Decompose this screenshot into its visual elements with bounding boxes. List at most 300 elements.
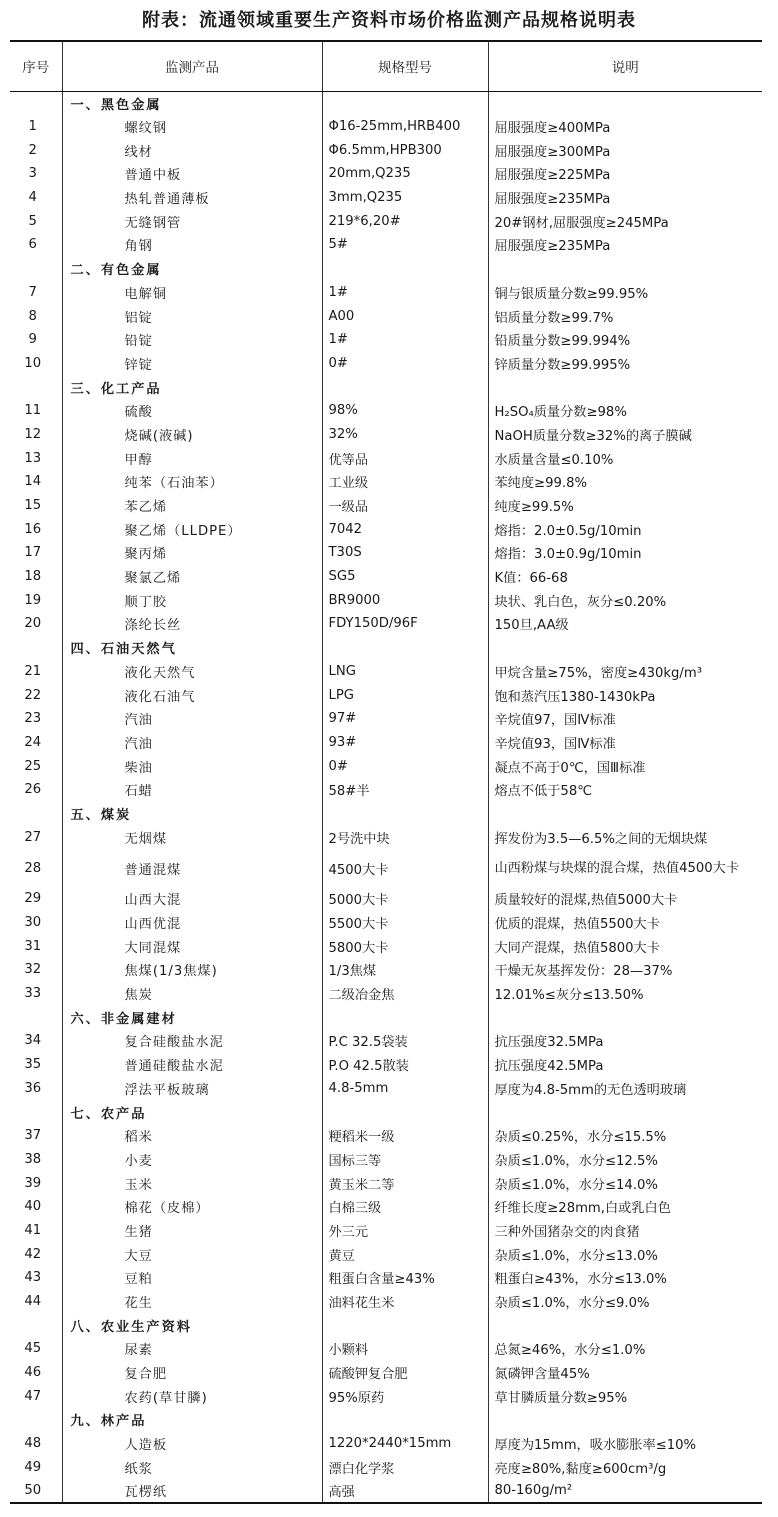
product-name: 苯乙烯: [62, 494, 322, 518]
category-name: 三、化工产品: [62, 375, 322, 399]
product-name: 聚乙烯（LLDPE）: [62, 517, 322, 541]
category-empty-cell: [322, 1313, 488, 1337]
product-name: 大同混煤: [62, 934, 322, 958]
row-number: 14: [24, 474, 42, 490]
row-number: 9: [28, 332, 37, 348]
product-name: 无缝钢管: [62, 209, 322, 233]
product-description: NaOH质量分数≥32%的离子膜碱: [488, 423, 762, 447]
table-row: [10, 1029, 762, 1053]
product-description: 杂质≤1.0%，水分≤14.0%: [488, 1171, 762, 1195]
row-number: 35: [24, 1057, 42, 1073]
row-number: 12: [24, 426, 42, 442]
product-name: 角钢: [62, 233, 322, 257]
product-name: 浮法平板玻璃: [62, 1077, 322, 1101]
category-empty-cell: [10, 636, 62, 660]
product-name: 甲醇: [62, 446, 322, 470]
category-empty-cell: [10, 802, 62, 826]
row-number: 2: [28, 142, 37, 158]
product-spec: A00: [322, 304, 488, 328]
product-name: 无烟煤: [62, 825, 322, 849]
product-name: 焦煤(1/3焦煤): [62, 958, 322, 982]
row-number: 43: [24, 1270, 42, 1286]
product-description: 80-160g/m²: [488, 1479, 762, 1503]
table-row: [10, 446, 762, 470]
product-description: 质量较好的混煤,热值5000大卡: [488, 887, 762, 911]
category-row: [10, 1005, 762, 1029]
row-number: 33: [24, 986, 42, 1002]
row-number: 50: [10, 1479, 62, 1503]
product-name: 花生: [62, 1290, 322, 1314]
category-name: 一、黑色金属: [62, 91, 322, 115]
product-description: K值：66-68: [488, 565, 762, 589]
product-name: 纸浆: [62, 1456, 322, 1480]
product-name: 石蜡: [62, 778, 322, 802]
row-number: 10: [24, 355, 42, 371]
table-row: [10, 612, 762, 636]
product-spec: 7042: [322, 517, 488, 541]
table-row: [10, 754, 762, 778]
category-empty-cell: [10, 1100, 62, 1124]
product-name: 涤纶长丝: [62, 612, 322, 636]
row-number: 18: [24, 569, 42, 585]
category-row: [10, 375, 762, 399]
category-row: [10, 91, 762, 115]
table-row: [10, 541, 762, 565]
row-number: 23: [24, 711, 42, 727]
table-row: [10, 1148, 762, 1172]
category-name: 五、煤炭: [62, 802, 322, 826]
row-number: 28: [24, 860, 42, 876]
header-product: 监测产品: [62, 41, 322, 91]
product-name: 普通硅酸盐水泥: [62, 1053, 322, 1077]
row-number: 45: [24, 1341, 42, 1357]
product-description: 苯纯度≥99.8%: [488, 470, 762, 494]
row-number: 22: [24, 687, 42, 703]
product-name: 液化石油气: [62, 683, 322, 707]
product-name: 小麦: [62, 1148, 322, 1172]
product-description: 屈服强度≥300MPa: [488, 138, 762, 162]
category-name: 二、有色金属: [62, 257, 322, 281]
product-spec: 5500大卡: [322, 911, 488, 935]
product-description: 杂质≤0.25%，水分≤15.5%: [488, 1124, 762, 1148]
category-empty-cell: [488, 375, 762, 399]
product-spec: 二级冶金焦: [322, 982, 488, 1006]
category-name: 六、非金属建材: [62, 1005, 322, 1029]
row-number: 38: [24, 1151, 42, 1167]
product-name: 瓦楞纸: [62, 1479, 322, 1503]
table-row: [10, 1171, 762, 1195]
product-spec: 粳稻米一级: [322, 1124, 488, 1148]
category-empty-cell: [10, 375, 62, 399]
row-number: 16: [24, 521, 42, 537]
category-row: [10, 257, 762, 281]
product-name: 线材: [62, 138, 322, 162]
table-row: [10, 887, 762, 911]
table-row: [10, 1384, 762, 1408]
category-empty-cell: [488, 1313, 762, 1337]
product-description: 甲烷含量≥75%，密度≥430kg/m³: [488, 660, 762, 684]
row-number: 15: [24, 498, 42, 514]
table-row: [10, 399, 762, 423]
product-name: 电解铜: [62, 281, 322, 305]
product-name: 汽油: [62, 707, 322, 731]
product-spec: T30S: [322, 541, 488, 565]
category-empty-cell: [322, 1005, 488, 1029]
product-description: 锌质量分数≥99.995%: [488, 352, 762, 376]
category-name: 四、石油天然气: [62, 636, 322, 660]
product-spec: 1/3焦煤: [322, 958, 488, 982]
category-empty-cell: [10, 91, 62, 115]
table-row: [10, 1479, 762, 1503]
product-name: 螺纹钢: [62, 115, 322, 139]
category-empty-cell: [10, 1408, 62, 1432]
product-description: 20#钢材,屈服强度≥245MPa: [488, 209, 762, 233]
category-empty-cell: [322, 636, 488, 660]
product-name: 顺丁胶: [62, 588, 322, 612]
category-empty-cell: [322, 802, 488, 826]
table-row: [10, 1290, 762, 1314]
product-name: 聚氯乙烯: [62, 565, 322, 589]
product-name: 豆粕: [62, 1266, 322, 1290]
product-description: H₂SO₄质量分数≥98%: [488, 399, 762, 423]
product-spec: SG5: [322, 565, 488, 589]
product-spec: 0#: [322, 754, 488, 778]
row-number: 39: [24, 1175, 42, 1191]
product-name: 汽油: [62, 731, 322, 755]
table-row: [10, 1456, 762, 1480]
row-number: 11: [24, 403, 42, 419]
product-description: 草甘膦质量分数≥95%: [488, 1384, 762, 1408]
row-number: 34: [24, 1033, 42, 1049]
product-name: 复合肥: [62, 1361, 322, 1385]
product-spec: Φ6.5mm,HPB300: [322, 138, 488, 162]
category-empty-cell: [322, 375, 488, 399]
product-spec: 5#: [322, 233, 488, 257]
product-spec: 1#: [322, 328, 488, 352]
product-name: 山西大混: [62, 887, 322, 911]
product-name: 人造板: [62, 1432, 322, 1456]
product-spec: 油料花生米: [322, 1290, 488, 1314]
product-spec: 黄豆: [322, 1242, 488, 1266]
product-name: 大豆: [62, 1242, 322, 1266]
table-row: [10, 911, 762, 935]
product-description: 水质量含量≤0.10%: [488, 446, 762, 470]
product-description: 纯度≥99.5%: [488, 494, 762, 518]
product-name: 稻米: [62, 1124, 322, 1148]
product-description: 12.01%≤灰分≤13.50%: [488, 982, 762, 1006]
row-number: 3: [28, 166, 37, 182]
product-spec: FDY150D/96F: [322, 612, 488, 636]
row-number: 1: [28, 119, 37, 135]
product-description: 总氮≥46%，水分≤1.0%: [488, 1337, 762, 1361]
product-spec: 2号洗中块: [322, 825, 488, 849]
product-description: 辛烷值93，国Ⅳ标准: [488, 731, 762, 755]
product-description: 屈服强度≥225MPa: [488, 162, 762, 186]
product-spec: 漂白化学浆: [322, 1456, 488, 1480]
category-empty-cell: [322, 1408, 488, 1432]
header-serial: 序号: [10, 41, 62, 91]
product-spec: 4.8-5mm: [322, 1077, 488, 1101]
category-empty-cell: [488, 1100, 762, 1124]
table-row: [10, 825, 762, 849]
row-number: 8: [28, 308, 37, 324]
product-description: 杂质≤1.0%，水分≤9.0%: [488, 1290, 762, 1314]
product-spec: 5800大卡: [322, 934, 488, 958]
row-number: 49: [24, 1459, 42, 1475]
category-empty-cell: [488, 257, 762, 281]
table-row: [10, 162, 762, 186]
table-row: [10, 1361, 762, 1385]
table-row: [10, 707, 762, 731]
product-name: 铝锭: [62, 304, 322, 328]
category-empty-cell: [322, 1100, 488, 1124]
product-description: 优质的混煤，热值5500大卡: [488, 911, 762, 935]
table-row: [10, 281, 762, 305]
product-name: 热轧普通薄板: [62, 186, 322, 210]
product-spec: 219*6,20#: [322, 209, 488, 233]
row-number: 42: [24, 1246, 42, 1262]
product-name: 普通混煤: [62, 849, 322, 887]
table-row: [10, 588, 762, 612]
table-row: [10, 186, 762, 210]
table-row: [10, 494, 762, 518]
category-row: [10, 636, 762, 660]
product-description: 亮度≥80%,黏度≥600cm³/g: [488, 1456, 762, 1480]
category-row: [10, 1408, 762, 1432]
product-description: 熔指：2.0±0.5g/10min: [488, 517, 762, 541]
product-name: 硫酸: [62, 399, 322, 423]
category-empty-cell: [10, 1005, 62, 1029]
product-description: 凝点不高于0℃，国Ⅲ标准: [488, 754, 762, 778]
product-name: 锌锭: [62, 352, 322, 376]
table-row: [10, 1242, 762, 1266]
product-spec: 20mm,Q235: [322, 162, 488, 186]
table-row: [10, 423, 762, 447]
table-row: [10, 1432, 762, 1456]
product-description: 熔指：3.0±0.9g/10min: [488, 541, 762, 565]
row-number: 30: [24, 915, 42, 931]
product-description: 大同产混煤，热值5800大卡: [488, 934, 762, 958]
row-number: 24: [24, 734, 42, 750]
row-number: 26: [24, 782, 42, 798]
product-name: 烧碱(液碱): [62, 423, 322, 447]
row-number: 20: [24, 616, 42, 632]
product-spec: 5000大卡: [322, 887, 488, 911]
category-row: [10, 1313, 762, 1337]
table-row: [10, 328, 762, 352]
row-number: 46: [24, 1365, 42, 1381]
product-spec: P.O 42.5散装: [322, 1053, 488, 1077]
product-spec: 外三元: [322, 1219, 488, 1243]
category-empty-cell: [10, 1313, 62, 1337]
product-spec: 优等品: [322, 446, 488, 470]
row-number: 21: [24, 663, 42, 679]
table-row: [10, 209, 762, 233]
row-number: 19: [24, 592, 42, 608]
table-row: [10, 982, 762, 1006]
row-number: 17: [24, 545, 42, 561]
row-number: 4: [28, 190, 37, 206]
table-row: [10, 683, 762, 707]
product-spec: 工业级: [322, 470, 488, 494]
row-number: 13: [24, 450, 42, 466]
product-description: 屈服强度≥235MPa: [488, 186, 762, 210]
product-spec: BR9000: [322, 588, 488, 612]
product-spec: 1220*2440*15mm: [322, 1432, 488, 1456]
product-spec: LNG: [322, 660, 488, 684]
product-description: 杂质≤1.0%，水分≤13.0%: [488, 1242, 762, 1266]
product-description: 铜与银质量分数≥99.95%: [488, 281, 762, 305]
product-spec: 58#半: [322, 778, 488, 802]
table-row: [10, 115, 762, 139]
category-empty-cell: [322, 257, 488, 281]
product-spec: 93#: [322, 731, 488, 755]
product-description: 三种外国猪杂交的肉食猪: [488, 1219, 762, 1243]
table-row: [10, 1124, 762, 1148]
product-spec: 黄玉米二等: [322, 1171, 488, 1195]
product-spec: 0#: [322, 352, 488, 376]
product-name: 农药(草甘膦): [62, 1384, 322, 1408]
product-description: 饱和蒸汽压1380-1430kPa: [488, 683, 762, 707]
table-header-row: [10, 41, 762, 91]
row-number: 5: [28, 213, 37, 229]
document-title: 附表：流通领域重要生产资料市场价格监测产品规格说明表: [142, 10, 636, 31]
product-spec: 国标三等: [322, 1148, 488, 1172]
product-name: 焦炭: [62, 982, 322, 1006]
row-number: 32: [24, 962, 42, 978]
spec-table: [10, 40, 762, 1504]
product-spec: 高强: [322, 1479, 488, 1503]
table-row: [10, 778, 762, 802]
row-number: 48: [24, 1436, 42, 1452]
product-spec: 3mm,Q235: [322, 186, 488, 210]
table-row: [10, 470, 762, 494]
product-name: 生猪: [62, 1219, 322, 1243]
product-spec: 一级品: [322, 494, 488, 518]
table-row: [10, 1195, 762, 1219]
row-number: 6: [28, 237, 37, 253]
product-name: 玉米: [62, 1171, 322, 1195]
product-description: 熔点不低于58℃: [488, 778, 762, 802]
table-row: [10, 1266, 762, 1290]
table-row: [10, 233, 762, 257]
product-description: 厚度为4.8-5mm的无色透明玻璃: [488, 1077, 762, 1101]
product-description: 抗压强度42.5MPa: [488, 1053, 762, 1077]
product-spec: 32%: [322, 423, 488, 447]
table-row: [10, 731, 762, 755]
product-name: 聚丙烯: [62, 541, 322, 565]
table-row: [10, 934, 762, 958]
table-row: [10, 958, 762, 982]
product-name: 复合硅酸盐水泥: [62, 1029, 322, 1053]
table-row: [10, 517, 762, 541]
product-description: 纤维长度≥28mm,白或乳白色: [488, 1195, 762, 1219]
product-spec: 白棉三级: [322, 1195, 488, 1219]
product-description: 山西粉煤与块煤的混合煤，热值4500大卡: [488, 849, 762, 887]
table-row: [10, 304, 762, 328]
category-empty-cell: [488, 91, 762, 115]
row-number: 44: [24, 1294, 42, 1310]
product-description: 块状、乳白色，灰分≤0.20%: [488, 588, 762, 612]
product-name: 棉花（皮棉）: [62, 1195, 322, 1219]
row-number: 7: [28, 284, 37, 300]
row-number: 25: [24, 758, 42, 774]
product-spec: 1#: [322, 281, 488, 305]
table-row: [10, 352, 762, 376]
table-body: [10, 91, 762, 1503]
row-number: 40: [24, 1199, 42, 1215]
row-number: 31: [24, 938, 42, 954]
product-description: 铝质量分数≥99.7%: [488, 304, 762, 328]
row-number: 29: [24, 891, 42, 907]
category-name: 九、林产品: [62, 1408, 322, 1432]
table-row: [10, 1219, 762, 1243]
product-description: 屈服强度≥235MPa: [488, 233, 762, 257]
row-number: 27: [24, 829, 42, 845]
product-spec: 4500大卡: [322, 849, 488, 887]
product-spec: LPG: [322, 683, 488, 707]
category-empty-cell: [488, 802, 762, 826]
header-description: 说明: [488, 41, 762, 91]
product-description: 厚度为15mm，吸水膨胀率≤10%: [488, 1432, 762, 1456]
product-description: 抗压强度32.5MPa: [488, 1029, 762, 1053]
product-description: 粗蛋白≥43%，水分≤13.0%: [488, 1266, 762, 1290]
product-description: 挥发份为3.5—6.5%之间的无烟块煤: [488, 825, 762, 849]
category-empty-cell: [488, 1005, 762, 1029]
product-description: 干燥无灰基挥发份：28—37%: [488, 958, 762, 982]
product-name: 普通中板: [62, 162, 322, 186]
product-spec: 硫酸钾复合肥: [322, 1361, 488, 1385]
row-number: 37: [24, 1128, 42, 1144]
table-row: [10, 1077, 762, 1101]
product-name: 液化天然气: [62, 660, 322, 684]
product-spec: P.C 32.5袋装: [322, 1029, 488, 1053]
header-spec: 规格型号: [322, 41, 488, 91]
table-row: [10, 138, 762, 162]
table-row: [10, 660, 762, 684]
category-empty-cell: [488, 636, 762, 660]
table-row: [10, 1337, 762, 1361]
row-number: 36: [24, 1080, 42, 1096]
product-description: 氮磷钾含量45%: [488, 1361, 762, 1385]
product-description: 150旦,AA级: [488, 612, 762, 636]
category-row: [10, 1100, 762, 1124]
row-number: 41: [24, 1222, 42, 1238]
table-row: [10, 565, 762, 589]
product-name: 山西优混: [62, 911, 322, 935]
category-name: 七、农产品: [62, 1100, 322, 1124]
product-name: 铅锭: [62, 328, 322, 352]
product-name: 柴油: [62, 754, 322, 778]
category-empty-cell: [10, 257, 62, 281]
table-row: [10, 849, 762, 887]
product-description: 铅质量分数≥99.994%: [488, 328, 762, 352]
product-description: 杂质≤1.0%，水分≤12.5%: [488, 1148, 762, 1172]
product-spec: 小颗料: [322, 1337, 488, 1361]
product-description: 辛烷值97，国Ⅳ标准: [488, 707, 762, 731]
product-spec: 粗蛋白含量≥43%: [322, 1266, 488, 1290]
product-name: 纯苯（石油苯）: [62, 470, 322, 494]
product-spec: 97#: [322, 707, 488, 731]
category-name: 八、农业生产资料: [62, 1313, 322, 1337]
product-spec: 95%原药: [322, 1384, 488, 1408]
row-number: 47: [24, 1388, 42, 1404]
product-spec: Φ16-25mm,HRB400: [322, 115, 488, 139]
product-name: 尿素: [62, 1337, 322, 1361]
category-empty-cell: [488, 1408, 762, 1432]
table-row: [10, 1053, 762, 1077]
product-description: 屈服强度≥400MPa: [488, 115, 762, 139]
